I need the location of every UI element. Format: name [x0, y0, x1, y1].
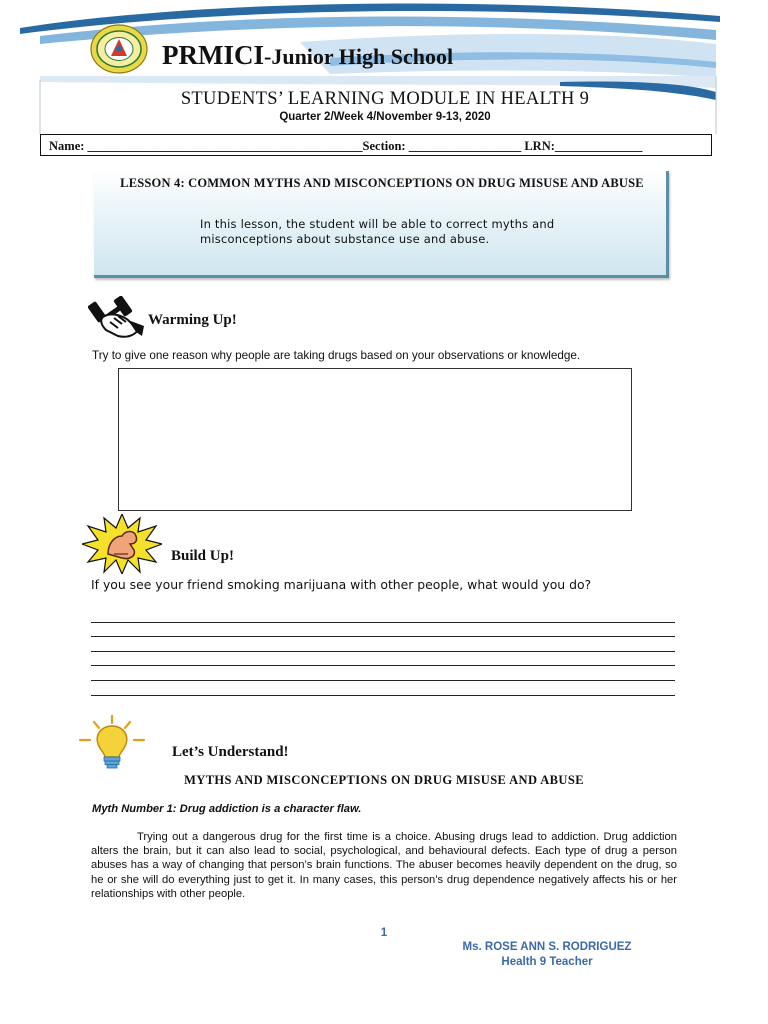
- flexing-arm-burst-icon: [82, 514, 162, 574]
- warming-up-question: Try to give one reason why people are taking drugs based on your observations or knowledge.: [92, 349, 581, 362]
- answer-line[interactable]: [91, 637, 675, 652]
- teacher-name: Ms. ROSE ANN S. RODRIGUEZ: [462, 941, 632, 953]
- dumbbell-hand-icon: [88, 296, 146, 340]
- warming-up-answer-box[interactable]: [118, 368, 632, 511]
- quarter-line: Quarter 2/Week 4/November 9-13, 2020: [279, 111, 491, 123]
- answer-line[interactable]: [91, 608, 675, 623]
- light-bulb-icon: [74, 714, 150, 770]
- myth-title: Myth Number 1: Drug addiction is a character flaw.: [92, 803, 362, 815]
- lesson-description: In this lesson, the student will be able to correct myths and misconceptions about substance use and abuse.: [200, 217, 555, 246]
- warming-up-title: Warming Up!: [148, 312, 237, 328]
- school-seal-icon: [90, 24, 148, 74]
- school-name: PRMICI-Junior High School: [162, 40, 454, 70]
- answer-line[interactable]: [91, 652, 675, 667]
- build-up-title: Build Up!: [171, 548, 234, 564]
- teacher-role: Health 9 Teacher: [501, 956, 593, 968]
- page-number: 1: [380, 927, 388, 939]
- answer-line[interactable]: [91, 681, 675, 696]
- understand-title: Let’s Understand!: [172, 744, 289, 760]
- lesson-title: LESSON 4: COMMON MYTHS AND MISCONCEPTIONS ON DRUG MISUSE AND ABUSE: [120, 176, 644, 190]
- myth-paragraph: Trying out a dangerous drug for the first time is a choice. Abusing drugs lead to addiction. Drug addiction alters the brain, but it can also lead to social, psychological, and behavioural defects. Each type of drug a person abuses has a way of changing that person’s brain functions. The abuser becomes heavily dependent on the drug, so he or she will do everything just to get it. In many cases, this person’s drug dependence negatively affects his or her relationships with other people.: [91, 831, 677, 900]
- answer-line[interactable]: [91, 623, 675, 638]
- myths-heading: MYTHS AND MISCONCEPTIONS ON DRUG MISUSE AND ABUSE: [184, 773, 584, 787]
- answer-line[interactable]: [91, 666, 675, 681]
- build-up-question: If you see your friend smoking marijuana with other people, what would you do?: [91, 577, 592, 592]
- build-up-answer-lines[interactable]: [91, 608, 675, 696]
- module-title: STUDENTS’ LEARNING MODULE IN HEALTH 9: [180, 89, 590, 109]
- student-info-bar: Name: ____________________________________________Section: __________________ LRN:______________: [40, 134, 712, 156]
